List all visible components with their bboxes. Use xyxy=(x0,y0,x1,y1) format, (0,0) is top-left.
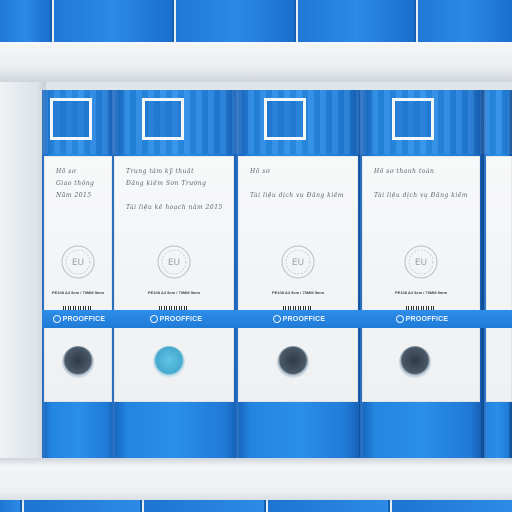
binder-spine-label xyxy=(486,156,512,402)
eu-logo-icon xyxy=(60,244,96,280)
lower-binder xyxy=(144,500,266,512)
label-line: Hồ sơ xyxy=(56,168,77,175)
brand-name: PROOFFICE xyxy=(62,315,106,323)
label-line: Hồ sơ xyxy=(250,168,271,175)
binder-finger-hole xyxy=(399,346,431,378)
upper-binder xyxy=(298,0,416,44)
eu-logo-icon xyxy=(280,244,316,280)
brand-logo xyxy=(42,312,116,326)
brand-name: PROOFFICE xyxy=(405,315,449,323)
lower-binder xyxy=(268,500,390,512)
cabinet-side-panel xyxy=(0,82,46,458)
eu-logo-text: EU xyxy=(414,258,428,268)
binder-finger-hole xyxy=(277,346,309,378)
lower-binder xyxy=(392,500,512,512)
upper-binder xyxy=(0,0,52,44)
label-line: Hồ sơ thanh toán xyxy=(374,168,435,175)
label-line: Tài liệu kế hoạch năm 2015 xyxy=(126,204,223,211)
lower-binder xyxy=(24,500,142,512)
label-spec-text: PE108 A4 5cm / 70MM 5mm xyxy=(51,290,105,295)
eu-logo-icon xyxy=(403,244,439,280)
label-spec-text: PE108 A4 5cm / 70MM 5mm xyxy=(394,290,448,295)
label-line: Tài liệu dịch vụ Đăng kiểm xyxy=(374,192,469,199)
binder-2 xyxy=(112,90,240,458)
label-spec-text: PE108 A4 5cm / 70MM 5mm xyxy=(271,290,325,295)
binder-spine-texture xyxy=(484,90,512,154)
lower-binder xyxy=(0,500,22,512)
brand-mark-icon xyxy=(396,315,404,323)
brand-band xyxy=(484,310,512,328)
brand-name: PROOFFICE xyxy=(159,315,203,323)
upper-binder xyxy=(418,0,512,44)
label-spec-text: PE108 A4 5cm / 70MM 5mm xyxy=(147,290,201,295)
binder-spine-window xyxy=(142,98,184,140)
binder-1 xyxy=(42,90,116,458)
binder-spine-window xyxy=(50,98,92,140)
label-line: Tài liệu dịch vụ Đăng kiểm xyxy=(250,192,345,199)
label-line: Năm 2015 xyxy=(56,192,92,199)
binder-3 xyxy=(236,90,362,458)
upper-shelf xyxy=(0,42,512,82)
label-line: Giao thông xyxy=(56,180,95,187)
brand-logo xyxy=(112,312,240,326)
brand-logo xyxy=(236,312,362,326)
lower-shelf xyxy=(0,458,512,502)
eu-logo-text: EU xyxy=(71,258,85,268)
binder-4 xyxy=(360,90,484,458)
brand-mark-icon xyxy=(273,315,281,323)
binder-spine-window xyxy=(392,98,434,140)
binder-finger-hole xyxy=(62,346,94,378)
binder-spine-window xyxy=(264,98,306,140)
brand-mark-icon xyxy=(150,315,158,323)
eu-logo-text: EU xyxy=(167,258,181,268)
brand-name: PROOFFICE xyxy=(282,315,326,323)
upper-binder xyxy=(176,0,296,44)
label-line: Trung tâm kỹ thuật xyxy=(126,168,194,175)
brand-logo xyxy=(360,312,484,326)
binder-5 xyxy=(484,90,512,458)
brand-mark-icon xyxy=(53,315,61,323)
eu-logo-icon xyxy=(156,244,192,280)
upper-binder xyxy=(54,0,174,44)
binder-finger-hole xyxy=(153,346,185,378)
label-line: Đăng kiểm Sơn Trường xyxy=(126,180,207,187)
eu-logo-text: EU xyxy=(291,258,305,268)
